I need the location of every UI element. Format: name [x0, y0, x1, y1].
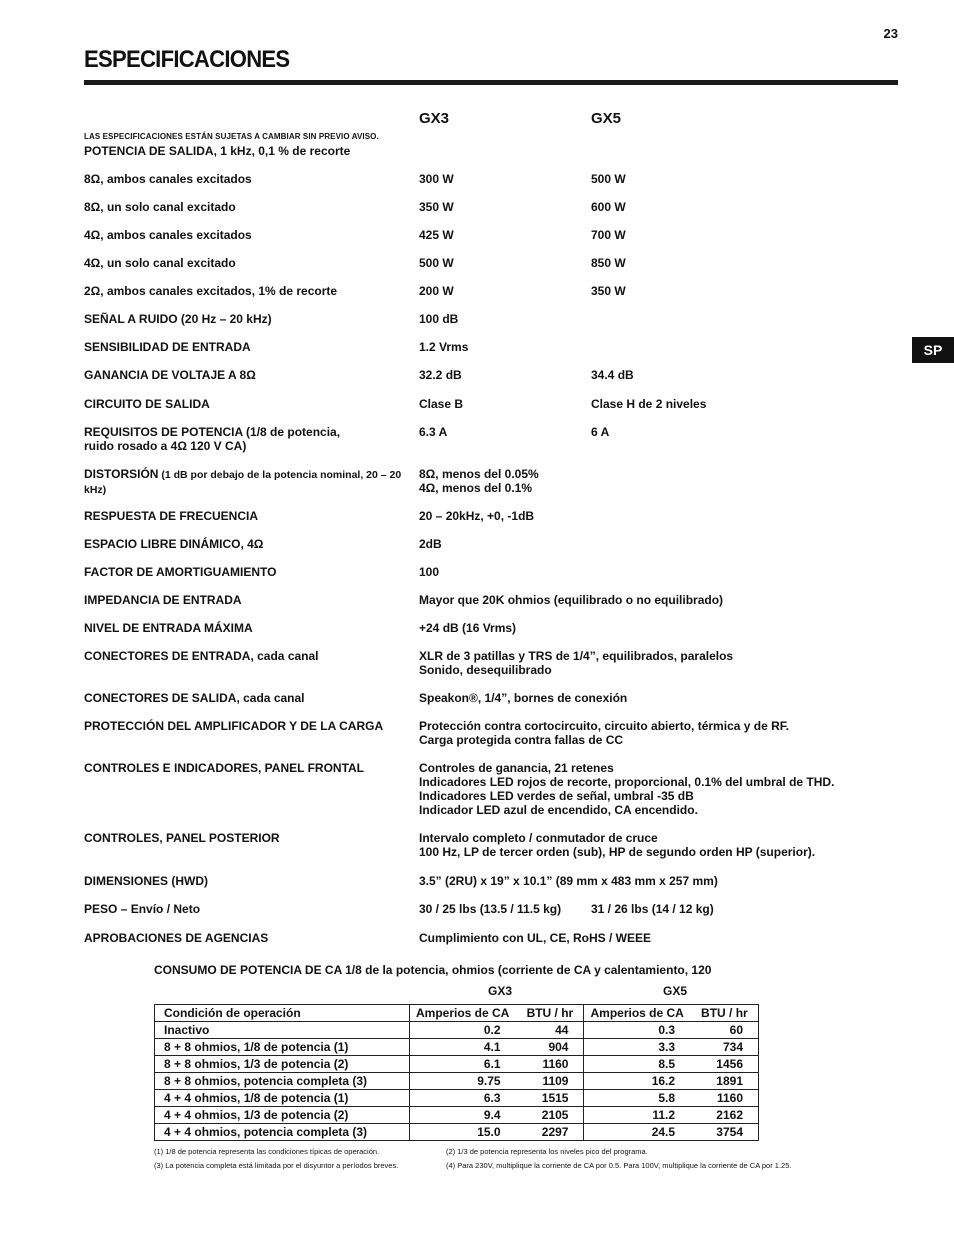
- spec-value-gx3: Cumplimiento con UL, CE, RoHS / WEEE: [419, 931, 652, 945]
- table-row: [155, 1056, 759, 1073]
- cell-gx5-amps: 3.3: [584, 1039, 695, 1056]
- cell-gx3-amps: 15.0: [410, 1124, 521, 1141]
- spec-label: GANANCIA DE VOLTAJE A 8Ω: [84, 368, 256, 382]
- spec-label: ESPACIO LIBRE DINÁMICO, 4Ω: [84, 537, 264, 551]
- spec-value-gx3: 350 W: [419, 200, 454, 214]
- spec-label: 2Ω, ambos canales excitados, 1% de recorte: [84, 284, 338, 298]
- footnote: (4) Para 230V, multiplique la corriente de CA por 0.5. Para 100V, multiplique la corriente de CA por 1.25.: [446, 1161, 792, 1170]
- cell-gx3-btu: 1160: [521, 1056, 584, 1073]
- header-condition: Condición de operación: [155, 1005, 410, 1022]
- spec-label: CIRCUITO DE SALIDA: [84, 397, 210, 411]
- spec-label: [84, 467, 414, 497]
- side-tab-language: SP: [912, 337, 954, 363]
- cell-gx5-btu: 60: [695, 1022, 758, 1039]
- cell-gx5-amps: 0.3: [584, 1022, 695, 1039]
- spec-value-gx5: 600 W: [591, 200, 626, 214]
- spec-label: POTENCIA DE SALIDA, 1 kHz, 0,1 % de recorte: [84, 144, 351, 158]
- spec-value-gx3: XLR de 3 patillas y TRS de 1/4”, equilibrados, paralelos Sonido, desequilibrado: [419, 649, 734, 677]
- spec-value-gx3: Controles de ganancia, 21 retenes Indicadores LED rojos de recorte, proporcional, 0.1% del umbral de THD. Indicadores LED verdes de señal, umbral -35 dB Indicador LED azul de encendido, CA encendido.: [419, 761, 835, 817]
- spec-value-gx3: 300 W: [419, 172, 454, 186]
- cell-condition: 8 + 8 ohmios, 1/8 de potencia (1): [155, 1039, 410, 1056]
- cell-gx5-btu: 1891: [695, 1073, 758, 1090]
- spec-value-gx3: 2dB: [419, 537, 442, 551]
- spec-label: 8Ω, ambos canales excitados: [84, 172, 252, 186]
- power-table-group-gx5: GX5: [663, 984, 688, 998]
- spec-label: APROBACIONES DE AGENCIAS: [84, 931, 269, 945]
- spec-label: CONECTORES DE SALIDA, cada canal: [84, 691, 305, 705]
- spec-value-gx5: 700 W: [591, 228, 626, 242]
- page-title: ESPECIFICACIONES: [84, 46, 290, 73]
- table-row: [155, 1022, 759, 1039]
- spec-value-gx3: Protección contra cortocircuito, circuito abierto, térmica y de RF. Carga protegida contra fallas de CC: [419, 719, 790, 747]
- spec-label-sub: (1 dB por debajo de la potencia nominal, 20 – 20 kHz): [84, 469, 402, 496]
- spec-value-gx5: 6 A: [591, 425, 610, 439]
- title-rule: [84, 80, 898, 85]
- spec-value-gx3: 3.5” (2RU) x 19” x 10.1” (89 mm x 483 mm x 257 mm): [419, 874, 718, 888]
- spec-value-gx5: 350 W: [591, 284, 626, 298]
- cell-gx5-btu: 1160: [695, 1090, 758, 1107]
- table-row: [155, 1090, 759, 1107]
- cell-gx3-amps: 6.1: [410, 1056, 521, 1073]
- cell-gx5-btu: 2162: [695, 1107, 758, 1124]
- spec-label: IMPEDANCIA DE ENTRADA: [84, 593, 242, 607]
- spec-value-gx3: 8Ω, menos del 0.05% 4Ω, menos del 0.1%: [419, 467, 539, 495]
- spec-label: REQUISITOS DE POTENCIA (1/8 de potencia, ruido rosado a 4Ω 120 V CA): [84, 425, 341, 453]
- spec-value-gx3: Mayor que 20K ohmios (equilibrado o no equilibrado): [419, 593, 724, 607]
- spec-label: 4Ω, un solo canal excitado: [84, 256, 236, 270]
- cell-gx3-amps: 9.4: [410, 1107, 521, 1124]
- spec-value-gx3: 500 W: [419, 256, 454, 270]
- spec-label: CONTROLES E INDICADORES, PANEL FRONTAL: [84, 761, 365, 775]
- spec-label: PROTECCIÓN DEL AMPLIFICADOR Y DE LA CARGA: [84, 719, 384, 733]
- footnote: (1) 1/8 de potencia representa las condiciones típicas de operación.: [154, 1147, 380, 1156]
- table-row: [155, 1039, 759, 1056]
- table-row: [155, 1124, 759, 1141]
- cell-gx5-amps: 8.5: [584, 1056, 695, 1073]
- spec-value-gx3: Speakon®, 1/4”, bornes de conexión: [419, 691, 628, 705]
- power-table-group-gx3: GX3: [488, 984, 513, 998]
- spec-label: SENSIBILIDAD DE ENTRADA: [84, 340, 251, 354]
- cell-gx5-amps: 11.2: [584, 1107, 695, 1124]
- column-heading-gx3: GX3: [419, 110, 450, 127]
- spec-value-gx3: Intervalo completo / conmutador de cruce 100 Hz, LP de tercer orden (sub), HP de segundo orden HP (superior).: [419, 831, 816, 859]
- spec-value-gx5: 850 W: [591, 256, 626, 270]
- spec-value-gx3: 100 dB: [419, 312, 459, 326]
- spec-label: CONTROLES, PANEL POSTERIOR: [84, 831, 280, 845]
- spec-value-gx3: +24 dB (16 Vrms): [419, 621, 517, 635]
- cell-gx3-amps: 0.2: [410, 1022, 521, 1039]
- spec-notice: LAS ESPECIFICACIONES ESTÁN SUJETAS A CAMBIAR SIN PREVIO AVISO.: [84, 132, 379, 141]
- cell-gx5-btu: 3754: [695, 1124, 758, 1141]
- spec-label: 8Ω, un solo canal excitado: [84, 200, 236, 214]
- cell-gx5-btu: 734: [695, 1039, 758, 1056]
- spec-label: FACTOR DE AMORTIGUAMIENTO: [84, 565, 277, 579]
- spec-label: RESPUESTA DE FRECUENCIA: [84, 509, 259, 523]
- cell-gx5-amps: 5.8: [584, 1090, 695, 1107]
- spec-label: SEÑAL A RUIDO (20 Hz – 20 kHz): [84, 312, 272, 326]
- cell-gx3-btu: 1515: [521, 1090, 584, 1107]
- spec-value-gx5: 31 / 26 lbs (14 / 12 kg): [591, 902, 714, 916]
- spec-value-gx3: 100: [419, 565, 440, 579]
- cell-gx3-btu: 2297: [521, 1124, 584, 1141]
- cell-gx5-amps: 24.5: [584, 1124, 695, 1141]
- header-gx5-btu: BTU / hr: [695, 1005, 758, 1022]
- spec-label: DIMENSIONES (HWD): [84, 874, 208, 888]
- spec-label: PESO – Envío / Neto: [84, 902, 201, 916]
- cell-gx3-btu: 1109: [521, 1073, 584, 1090]
- table-header-row: [155, 1005, 759, 1022]
- spec-value-gx3: 32.2 dB: [419, 368, 462, 382]
- page-number: 23: [883, 26, 898, 41]
- spec-value-gx5: 500 W: [591, 172, 626, 186]
- spec-value-gx3: Clase B: [419, 397, 464, 411]
- cell-gx3-amps: 9.75: [410, 1073, 521, 1090]
- header-gx3-btu: BTU / hr: [521, 1005, 584, 1022]
- cell-gx3-btu: 904: [521, 1039, 584, 1056]
- cell-gx3-amps: 4.1: [410, 1039, 521, 1056]
- spec-value-gx3: 6.3 A: [419, 425, 448, 439]
- cell-condition: 4 + 4 ohmios, 1/3 de potencia (2): [155, 1107, 410, 1124]
- cell-gx5-btu: 1456: [695, 1056, 758, 1073]
- spec-label: 4Ω, ambos canales excitados: [84, 228, 252, 242]
- header-gx3-amps: Amperios de CA: [410, 1005, 521, 1022]
- cell-condition: 4 + 4 ohmios, potencia completa (3): [155, 1124, 410, 1141]
- power-table-heading: CONSUMO DE POTENCIA DE CA 1/8 de la potencia, ohmios (corriente de CA y calentamiento, 120: [154, 963, 712, 977]
- cell-condition: 8 + 8 ohmios, 1/3 de potencia (2): [155, 1056, 410, 1073]
- spec-value-gx3: 200 W: [419, 284, 454, 298]
- cell-condition: Inactivo: [155, 1022, 410, 1039]
- footnote: (2) 1/3 de potencia representa los niveles pico del programa.: [446, 1147, 648, 1156]
- cell-gx3-btu: 44: [521, 1022, 584, 1039]
- spec-value-gx3: 30 / 25 lbs (13.5 / 11.5 kg): [419, 902, 562, 916]
- cell-gx3-btu: 2105: [521, 1107, 584, 1124]
- spec-value-gx3: 20 – 20kHz, +0, -1dB: [419, 509, 535, 523]
- table-row: [155, 1073, 759, 1090]
- cell-condition: 8 + 8 ohmios, potencia completa (3): [155, 1073, 410, 1090]
- header-gx5-amps: Amperios de CA: [584, 1005, 695, 1022]
- spec-value-gx5: Clase H de 2 niveles: [591, 397, 707, 411]
- footnote: (3) La potencia completa está limitada por el disyuntor a períodos breves.: [154, 1161, 399, 1170]
- cell-gx5-amps: 16.2: [584, 1073, 695, 1090]
- spec-value-gx3: 1.2 Vrms: [419, 340, 469, 354]
- power-consumption-table: [154, 1004, 759, 1141]
- spec-label: CONECTORES DE ENTRADA, cada canal: [84, 649, 319, 663]
- spec-label-main: DISTORSIÓN: [84, 467, 159, 481]
- spec-label: NIVEL DE ENTRADA MÁXIMA: [84, 621, 253, 635]
- cell-condition: 4 + 4 ohmios, 1/8 de potencia (1): [155, 1090, 410, 1107]
- cell-gx3-amps: 6.3: [410, 1090, 521, 1107]
- table-row: [155, 1107, 759, 1124]
- spec-value-gx3: 425 W: [419, 228, 454, 242]
- column-heading-gx5: GX5: [591, 110, 622, 127]
- spec-value-gx5: 34.4 dB: [591, 368, 634, 382]
